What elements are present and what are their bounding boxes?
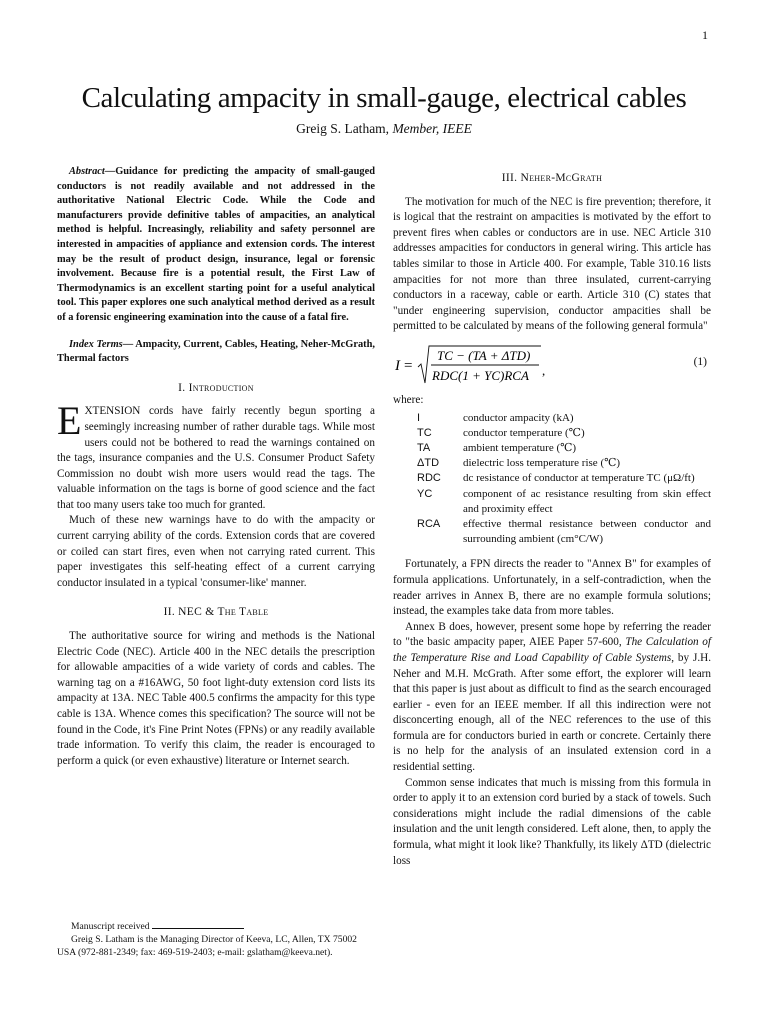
abstract-dash: — xyxy=(104,166,116,177)
variable-row xyxy=(393,517,711,547)
intro-paragraph-2: Much of these new warnings have to do with the ampacity or current carrying ability of the cords. Extension cords that are covered or coiled can start fires, even when not carrying rated current. This paper investigates this self-heating effect of a current carrying conductor insulated in a typical 'consumer-like' manner. xyxy=(57,514,375,589)
neher-paragraph-2: Fortunately, a FPN directs the reader to "Annex B" for examples of formula applications. Unfortunately, in a self-contradiction, when the reader arrives in Annex B, there are no example formula solutions; instead, the examples take data from more tables. xyxy=(393,558,711,618)
variable-description: component of ac resistance resulting from skin effect and proximity effect xyxy=(463,487,711,515)
variable-description: effective thermal resistance between conductor and surrounding ambient (cm°C/W) xyxy=(463,517,711,546)
variable-symbol: ΔTD xyxy=(417,457,440,470)
abstract-text: Guidance for predicting the ampacity of small-gauged conductors is not readily available and not addressed in the authoritative National Electric Code. While the Code and manufacturers provide definitive tables of ampacities, an analytical method is helpful. Increasingly, reliability and safety personnel are interested in ampacities of appliance and extension cords. The interest may be the result of product design, insurance, legal or forensic involvement. Because fire is a potential result, the First Law of Thermodynamics is an excellent starting point for a useful analytical tool. This paper explores one such analytical method derived as a result of a forensic engineering examination into the cause of a fatal fire. xyxy=(57,166,375,323)
abstract xyxy=(57,165,375,326)
ampacity-equation xyxy=(393,343,711,387)
author-affiliation: Member, IEEE xyxy=(392,121,472,136)
section-heading-nec: II. NEC & The Table xyxy=(163,606,269,619)
cited-paper-title: The Calculation of the Temperature Rise and Load Capability of Cable Systems xyxy=(393,636,712,664)
variable-row xyxy=(393,471,711,486)
svg-text:RDC(1 + YC)RCA: RDC(1 + YC)RCA xyxy=(432,367,529,383)
variable-description: conductor ampacity (kA) xyxy=(463,411,574,424)
author-name: Greig S. Latham, xyxy=(296,121,390,136)
variable-row xyxy=(393,426,711,441)
drop-cap: E xyxy=(57,398,82,444)
variable-description: dc resistance of conductor at temperature TC (μΩ/ft) xyxy=(463,472,695,485)
neher-paragraph-3-b: , by J.H. Neher and M.H. McGrath. After some effort, the explorer will learn that this paper is just about as difficult to find as the search encouraged earlier - even for an IEEE member. If all this indirection were not disconcerting enough, all of the NEC references to the use of this formula are for conductors buried in earth or concrete. Certainly there is no help for the analysis of an insulated extension cord in a residential setting. xyxy=(393,651,711,774)
neher-paragraph-3 xyxy=(393,620,711,776)
section-heading-neher-mcgrath: III. Neher-McGrath xyxy=(501,172,603,184)
neher-paragraph-1: The motivation for much of the NEC is fire prevention; therefore, it is logical that the restraint on ampacities is motivated by the effort to prevent fires when cables or conductors are in use. NEC Article 310 addresses ampacities for conductors in general wiring. This article has tables similar to those in Article 400. For example, Table 310.16 lists ampacities for not more than three insulated, current-carrying conductors in a raceway, cable or earth. Article 310 (C) states that "under engineering supervision, conductor ampacities shall be permitted to be calculated by means of the following general formula" xyxy=(393,195,711,333)
equation-number: (1) xyxy=(693,355,707,368)
footnote-received-text: Manuscript received xyxy=(71,921,152,932)
svg-text:=: = xyxy=(404,357,413,374)
svg-text:,: , xyxy=(542,362,546,378)
variable-row xyxy=(393,456,711,471)
footnote-received xyxy=(57,919,375,933)
received-date-blank xyxy=(152,919,244,929)
footnote xyxy=(57,919,375,960)
nec-paragraph-1: The authoritative source for wiring and methods is the National Electric Code (NEC). Article 400 in the NEC details the prescription for allowable ampacities of a wide variety of cords and cables. The warning tag on a #16AWG, 50 foot light-duty extension cord lists its ampacity at 13A. NEC Table 400.5 confirms the ampacity for this type cable is 13A. Whence comes this specification? The source will not be found in the Code, it's Fine Print Notes (FPNs) or any readily available trade information. To verify this claim, the reader is encouraged to perform a quick (or even exhaustive) literature or Internet search. xyxy=(57,630,376,767)
variable-description: ambient temperature (℃) xyxy=(463,441,577,454)
variable-symbol: RDC xyxy=(417,472,441,485)
variable-definitions xyxy=(393,411,711,548)
intro-paragraph-1-text: XTENSION cords have fairly recently begun sporting a seemingly increasing number of rather durable tags. While most users could not be bothered to read the warnings contained on the tags, insurance companies and the U.S. Consumer Product Safety Commission no doubt wish more users would read the tags. The valuable information on the tags is borne of good science and the fact that too many users take too much for granted. xyxy=(57,405,375,511)
where-label: where: xyxy=(393,393,424,406)
intro-paragraph-1 xyxy=(57,398,375,513)
index-terms xyxy=(57,338,375,367)
svg-text:I: I xyxy=(395,357,400,374)
section-heading-introduction: I. Introduction xyxy=(178,381,254,394)
footnote-author-info: Greig S. Latham is the Managing Director of Keeva, LC, Allen, TX 75002 USA (972-881-2349; fax: 469-519-2403; e-mail: gslatham@keeva.net). xyxy=(57,934,357,959)
variable-symbol: YC xyxy=(417,487,433,500)
variable-row xyxy=(393,411,711,426)
variable-symbol: I xyxy=(417,411,421,424)
variable-description: dielectric loss temperature rise (℃) xyxy=(463,457,621,470)
index-terms-text: Ampacity, Current, Cables, Heating, Neher-McGrath, Thermal factors xyxy=(57,338,375,365)
variable-row xyxy=(393,487,711,517)
variable-symbol: TC xyxy=(417,426,432,439)
abstract-label: Abstract xyxy=(69,166,105,177)
neher-paragraph-4: Common sense indicates that much is missing from this formula in order to apply it to an extension cord buried by a stack of towels. Such considerations might include the radial dimensions of the cable insulation and the unit length considered. Left alone, then, to apply the formula, what might it look like? Thankfully, its likely ΔTD (dielectric loss xyxy=(393,776,711,867)
left-column xyxy=(57,165,375,769)
variable-symbol: TA xyxy=(417,441,431,454)
paper-title: Calculating ampacity in small-gauge, electrical cables xyxy=(81,82,687,114)
author-line xyxy=(0,121,768,137)
index-terms-label: Index Terms xyxy=(69,338,123,350)
index-terms-dash: — xyxy=(122,338,134,350)
svg-text:TC − (TA + ΔTD): TC − (TA + ΔTD) xyxy=(437,347,531,363)
variable-symbol: RCA xyxy=(417,517,441,530)
right-column xyxy=(393,165,711,869)
page-number: 1 xyxy=(702,28,708,42)
variable-description: conductor temperature (℃) xyxy=(463,426,585,439)
equation-formula xyxy=(393,343,573,387)
variable-row xyxy=(393,441,711,456)
neher-paragraph-3-a: Annex B does, however, present some hope by referring the reader to "the basic ampacity paper, AIEE Paper 57-600, xyxy=(393,620,711,649)
